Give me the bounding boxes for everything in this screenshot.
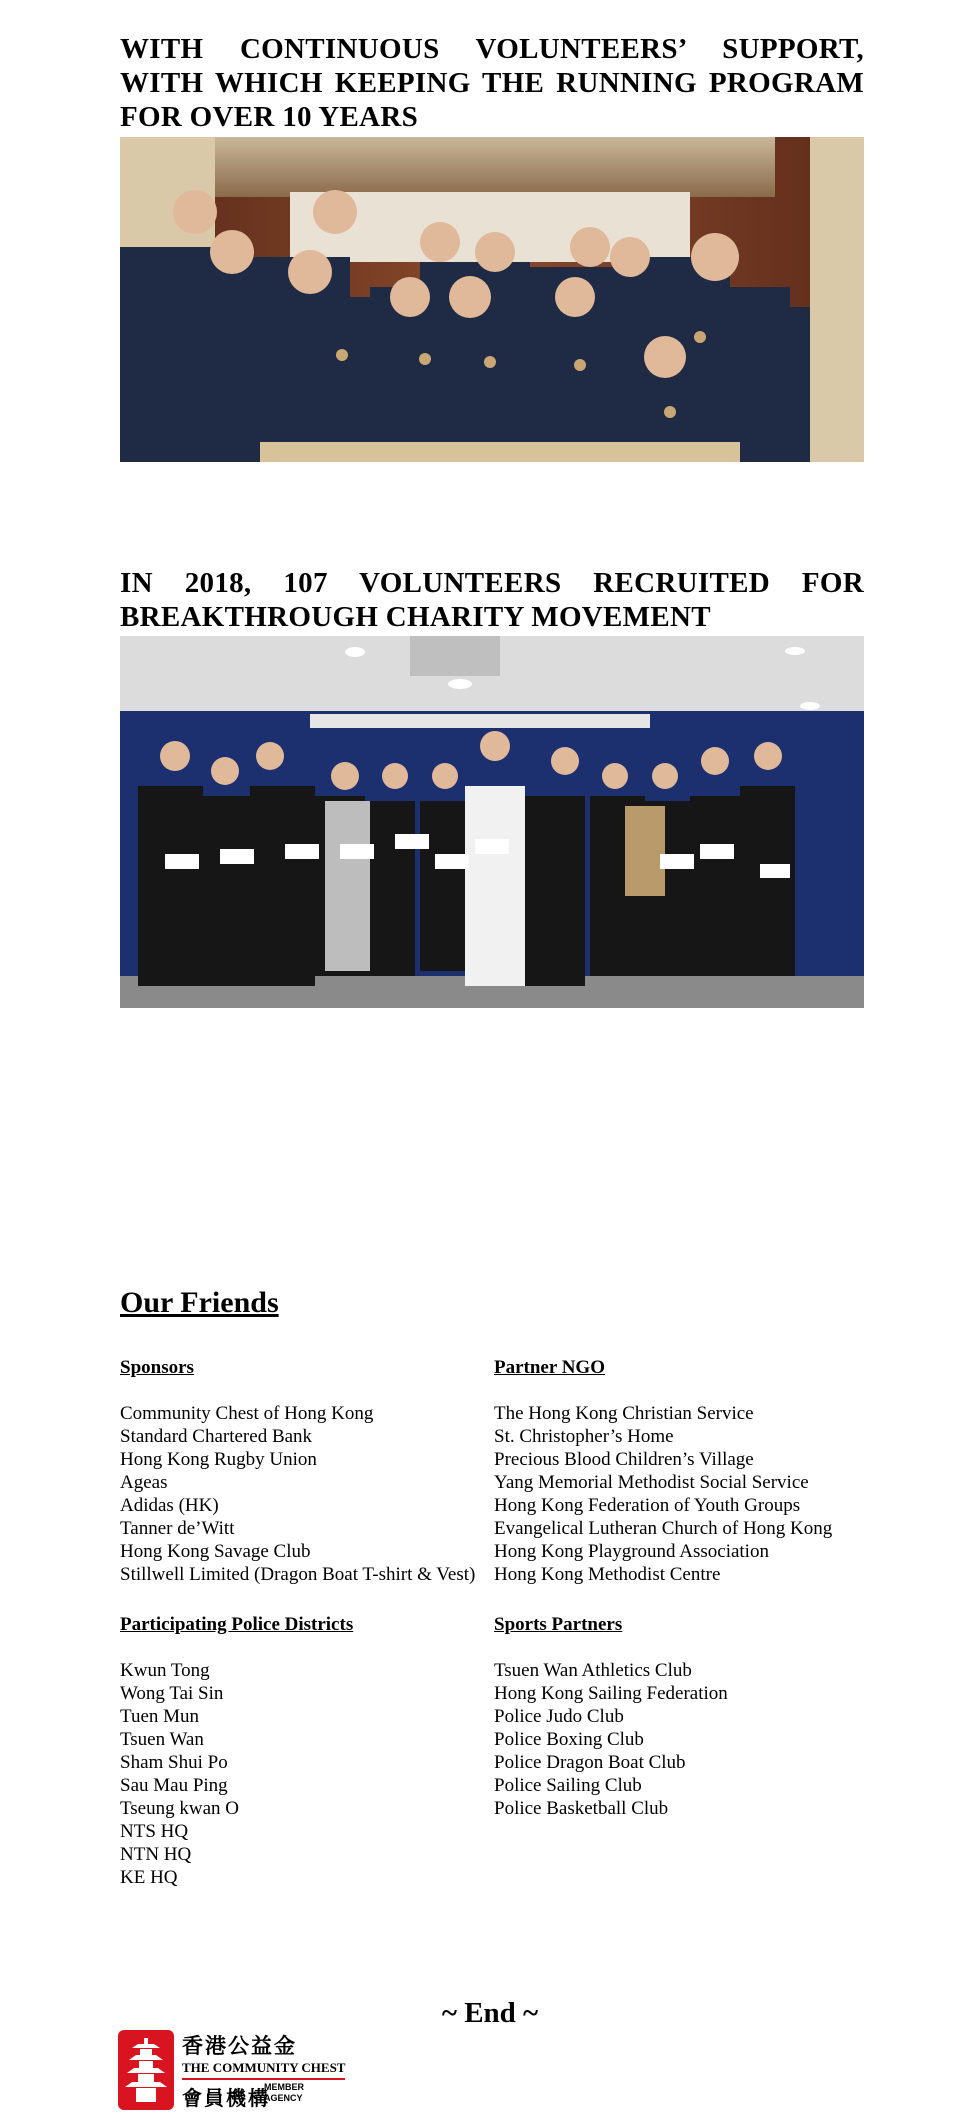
list-item: Ageas bbox=[120, 1472, 168, 1493]
list-item: Sham Shui Po bbox=[120, 1752, 228, 1773]
list-item: NTN HQ bbox=[120, 1844, 192, 1865]
list-item: Tsuen Wan bbox=[120, 1729, 204, 1750]
pagoda-icon bbox=[118, 2030, 174, 2110]
community-chest-logo bbox=[118, 2030, 346, 2114]
section-heading-continuous-support: WITH CONTINUOUS VOLUNTEERS’ SUPPORT, WITH WHICH KEEPING THE RUNNING PROGRAM FOR OVER 10 YEARS bbox=[120, 33, 864, 133]
list-item: Tuen Mun bbox=[120, 1706, 200, 1727]
volunteers-photo-illustration bbox=[120, 137, 864, 462]
volunteers-group-photo bbox=[120, 137, 864, 462]
list-item: Tanner de’Witt bbox=[120, 1518, 235, 1539]
list-item: Wong Tai Sin bbox=[120, 1683, 224, 1704]
list-item: Tseung kwan O bbox=[120, 1798, 239, 1819]
list-item: Kwun Tong bbox=[120, 1660, 210, 1681]
list-item: Police Boxing Club bbox=[494, 1729, 644, 1750]
police-districts-list bbox=[120, 1659, 353, 1889]
sponsors-column bbox=[120, 1356, 475, 1586]
list-item: The Hong Kong Christian Service bbox=[494, 1403, 754, 1424]
sports-partners-column bbox=[494, 1613, 728, 1820]
list-item: Hong Kong Savage Club bbox=[120, 1541, 311, 1562]
sports-partners-list bbox=[494, 1659, 728, 1820]
partner-ngo-list bbox=[494, 1402, 832, 1586]
sports-partners-heading: Sports Partners bbox=[494, 1614, 623, 1635]
list-item: NTS HQ bbox=[120, 1821, 189, 1842]
logo-member-line1: MEMBER bbox=[264, 2082, 304, 2092]
sponsors-list bbox=[120, 1402, 475, 1586]
list-item: Standard Chartered Bank bbox=[120, 1426, 313, 1447]
list-item: Hong Kong Federation of Youth Groups bbox=[494, 1495, 801, 1516]
list-item: Sau Mau Ping bbox=[120, 1775, 228, 1796]
list-item: Stillwell Limited (Dragon Boat T-shirt & Vest) bbox=[120, 1564, 476, 1585]
list-item: Evangelical Lutheran Church of Hong Kong bbox=[494, 1518, 833, 1539]
list-item: Hong Kong Playground Association bbox=[494, 1541, 769, 1562]
list-item: Adidas (HK) bbox=[120, 1495, 219, 1516]
logo-chinese-member: 會員機構 bbox=[182, 2086, 270, 2110]
list-item: Hong Kong Methodist Centre bbox=[494, 1564, 721, 1585]
list-item: Police Sailing Club bbox=[494, 1775, 642, 1796]
our-friends-title: Our Friends bbox=[120, 1286, 279, 1319]
list-item: Community Chest of Hong Kong bbox=[120, 1403, 374, 1424]
logo-chinese-name: 香港公益金 bbox=[182, 2033, 297, 2058]
police-districts-heading: Participating Police Districts bbox=[120, 1614, 354, 1635]
partner-ngo-heading: Partner NGO bbox=[494, 1357, 605, 1378]
list-item: Police Dragon Boat Club bbox=[494, 1752, 686, 1773]
list-item: Hong Kong Rugby Union bbox=[120, 1449, 317, 1470]
recruited-volunteers-photo bbox=[120, 636, 864, 1008]
police-districts-column bbox=[120, 1613, 353, 1889]
list-item: Police Basketball Club bbox=[494, 1798, 669, 1819]
logo-member-line2: AGENCY bbox=[264, 2093, 303, 2103]
list-item: Hong Kong Sailing Federation bbox=[494, 1683, 728, 1704]
section-heading-2018-volunteers: IN 2018, 107 VOLUNTEERS RECRUITED FOR BREAKTHROUGH CHARITY MOVEMENT bbox=[120, 567, 864, 633]
logo-english-name: THE COMMUNITY CHEST bbox=[182, 2060, 345, 2080]
logo-member-agency bbox=[264, 2082, 304, 2104]
partner-ngo-column bbox=[494, 1356, 832, 1586]
list-item: Tsuen Wan Athletics Club bbox=[494, 1660, 692, 1681]
list-item: Precious Blood Children’s Village bbox=[494, 1449, 754, 1470]
list-item: St. Christopher’s Home bbox=[494, 1426, 674, 1447]
recruited-photo-illustration bbox=[120, 636, 864, 1008]
list-item: Police Judo Club bbox=[494, 1706, 624, 1727]
list-item: Yang Memorial Methodist Social Service bbox=[494, 1472, 809, 1493]
end-marker: ~ End ~ bbox=[441, 1997, 539, 2029]
list-item: KE HQ bbox=[120, 1867, 178, 1888]
sponsors-heading: Sponsors bbox=[120, 1357, 194, 1378]
